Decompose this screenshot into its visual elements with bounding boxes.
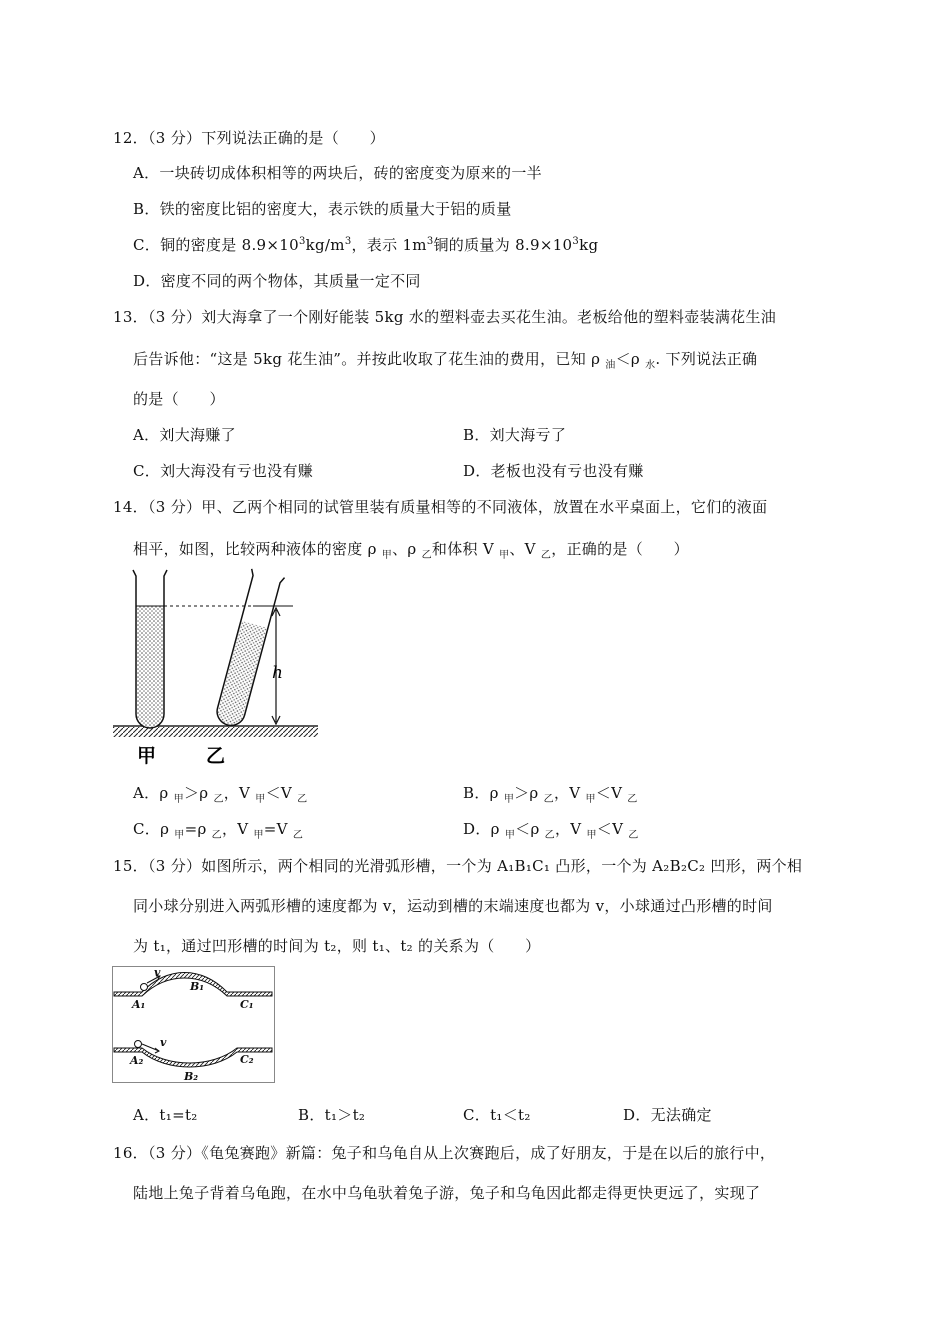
q15-stem-line2: 同小球分别进入两弧形槽的速度都为 v，运动到槽的末端速度也都为 v，小球通过凸形槽的时间 [133,897,773,915]
q15-option-d: D．无法确定 [623,1106,712,1124]
q16-stem-line1: 16．（3 分）《龟兔赛跑》新篇：兔子和乌龟自从上次赛跑后，成了好朋友，于是在以后的旅行中， [113,1144,776,1162]
q13-stem-line3: 的是（ ） [133,390,225,408]
q15-stem-line3: 为 t₁，通过凹形槽的时间为 t₂，则 t₁、t₂ 的关系为（ ） [133,937,541,955]
q13-stem-line2: 后告诉他：“这是 5kg 花生油”。并按此收取了花生油的费用，已知 ρ $_油$＜ρ $_水$. 下列说法正确 [133,350,758,371]
q12-stem: 12．（3 分）下列说法正确的是（ ） [113,129,385,147]
q12-option-d: D．密度不同的两个物体，其质量一定不同 [133,272,421,290]
label-a2: A₂ [130,1054,144,1067]
q14-option-d: D．ρ $_甲$＜ρ $_乙$，V $_甲$＜V $_乙$ [463,820,639,841]
height-label: h [272,663,283,683]
label-v2: v [160,1036,167,1049]
q15-option-a: A．t₁=t₂ [133,1106,198,1124]
ball-1 [141,984,148,991]
q15-option-b: B．t₁＞t₂ [298,1106,366,1124]
label-b1: B₁ [190,980,205,993]
q13-stem-line1: 13．（3 分）刘大海拿了一个刚好能装 5kg 水的塑料壶去买花生油。老板给他的塑料壶装满花生油 [113,308,777,326]
q14-stem-line2: 相平，如图，比较两种液体的密度 ρ $_甲$、ρ $_乙$和体积 V $_甲$、V $_乙$，正确的是（ ） [133,540,689,561]
q12-option-b: B．铁的密度比铝的密度大，表示铁的质量大于铝的质量 [133,200,512,218]
table-hatch [113,727,318,737]
q13-option-d: D．老板也没有亏也没有赚 [463,462,644,480]
label-c2: C₂ [240,1053,254,1066]
label-yi: 乙 [206,745,226,767]
label-c1: C₁ [240,998,254,1011]
q15-stem-line1: 15．（3 分）如图所示，两个相同的光滑弧形槽，一个为 A₁B₁C₁ 凸形，一个为 A₂B₂C₂ 凹形，两个相 [113,857,803,875]
q13-option-a: A．刘大海赚了 [133,426,236,444]
q16-stem-line2: 陆地上兔子背着乌龟跑，在水中乌龟驮着兔子游，兔子和乌龟因此都走得更快更远了，实现了 [133,1184,761,1202]
test-tubes-figure [113,568,323,770]
q12-option-c: C．铜的密度是 $8.9\times 10^3kg/m^3$，表示 $1m^3$铜的质量为 $8.9\times 10^3kg$ [133,236,599,254]
label-a1: A₁ [132,998,146,1011]
label-jia: 甲 [137,745,157,767]
q12-option-a: A．一块砖切成体积相等的两块后，砖的密度变为原来的一半 [133,164,542,182]
tube-jia [133,570,167,728]
q14-option-a: A．ρ $_甲$＞ρ $_乙$，V $_甲$＜V $_乙$ [133,784,308,805]
q14-option-c: C．ρ $_甲$=ρ $_乙$，V $_甲$=V $_乙$ [133,820,304,841]
tube-yi [211,569,284,729]
q15-option-c: C．t₁＜t₂ [463,1106,531,1124]
label-v1: v [154,966,161,979]
q14-option-b: B．ρ $_甲$＞ρ $_乙$，V $_甲$＜V $_乙$ [463,784,638,805]
ball-2 [135,1041,142,1048]
q14-stem-line1: 14．（3 分）甲、乙两个相同的试管里装有质量相等的不同液体，放置在水平桌面上，它们的液面 [113,498,768,516]
arc-tracks-figure [112,966,278,1086]
q13-option-c: C．刘大海没有亏也没有赚 [133,462,314,480]
q13-option-b: B．刘大海亏了 [463,426,567,444]
label-b2: B₂ [184,1070,199,1083]
